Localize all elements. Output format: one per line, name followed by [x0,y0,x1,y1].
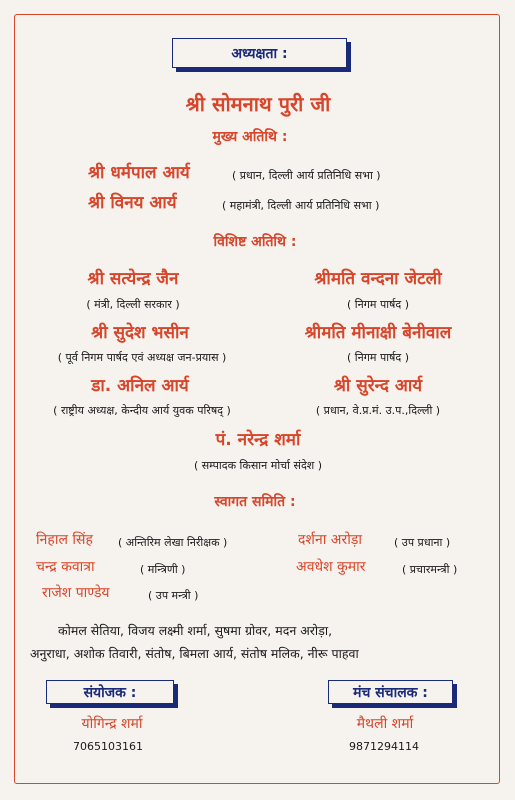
committee-member-name: निहाल सिंह [36,532,93,548]
convener-name: योगिन्द्र शर्मा [81,716,143,732]
stage-conductor-phone: 9871294114 [349,740,419,753]
committee-member-role: ( मन्त्रिणी ) [140,563,186,576]
special-guest-name: पं. नरेन्द्र शर्मा [215,430,301,450]
convener-phone: 7065103161 [73,740,143,753]
special-guest-role: ( पूर्व निगम पार्षद एवं अध्यक्ष जन-प्रयास ) [57,351,227,364]
special-guest-role: ( राष्ट्रीय अध्यक्ष, केन्दीय आर्य युवक परिषद् ) [53,404,231,417]
committee-member-name: दर्शना अरोड़ा [298,532,362,548]
chief-guests-heading: मुख्य अतिथि : [212,129,288,145]
committee-member-role: ( उप प्रधाना ) [394,536,451,549]
special-guest-name: श्री सुरेन्द आर्य [333,376,423,396]
committee-member-role: ( अन्तिरिम लेखा निरीक्षक ) [118,536,228,549]
committee-member-name: राजेश पाण्डेय [42,585,110,601]
special-guests-heading: विशिष्ट अतिथि : [213,234,297,250]
stage-conductor-label-box [328,680,453,704]
committee-others-line: कोमल सेतिया, विजय लक्ष्मी शर्मा, सुषमा ग्रोवर, मदन अरोड़ा, [58,623,333,638]
special-guest-name: श्री सत्येन्द्र जैन [87,269,179,289]
special-guest-name: श्री सुदेश भसीन [91,323,189,343]
special-guest-role: ( सम्पादक किसान मोर्चा संदेश ) [193,459,323,472]
special-guest-role: ( मंत्री, दिल्ली सरकार ) [86,298,180,311]
convener-label: संयोजक : [83,684,137,701]
special-guest-name: श्रीमति मीनाक्षी बेनीवाल [304,323,452,343]
presidency-name: श्री सोमनाथ पुरी जी [185,92,331,116]
special-guest-role: ( प्रधान, वे.प्र.मं. उ.प.,दिल्ली ) [315,404,441,417]
presidency-heading-box [172,38,347,68]
special-guest-role: ( निगम पार्षद ) [346,351,410,364]
committee-others-line: अनुराधा, अशोक तिवारी, संतोष, बिमला आर्य, संतोष मलिक, नीरू पाहवा [30,646,359,661]
chief-guest-name: श्री धर्मपाल आर्य [88,163,190,183]
welcome-committee-heading: स्वागत समिति : [214,494,296,510]
chief-guest-name: श्री विनय आर्य [88,193,177,213]
committee-member-role: ( प्रचारमन्त्री ) [402,563,458,576]
special-guest-role: ( निगम पार्षद ) [346,298,410,311]
presidency-heading: अध्यक्षता : [231,45,288,62]
chief-guest-role: ( प्रधान, दिल्ली आर्य प्रतिनिधि सभा ) [232,169,381,182]
committee-member-role: ( उप मन्त्री ) [148,589,199,602]
committee-member-name: अवधेश कुमार [296,559,366,575]
special-guest-name: डा. अनिल आर्य [91,376,189,396]
stage-conductor-name: मैथली शर्मा [356,716,414,732]
chief-guest-role: ( महामंत्री, दिल्ली आर्य प्रतिनिधि सभा ) [222,199,380,212]
special-guest-name: श्रीमति वन्दना जेटली [314,269,442,289]
committee-member-name: चन्द्र कवात्रा [36,559,95,575]
convener-label-box [46,680,174,704]
stage-conductor-label: मंच संचालक : [353,684,428,701]
